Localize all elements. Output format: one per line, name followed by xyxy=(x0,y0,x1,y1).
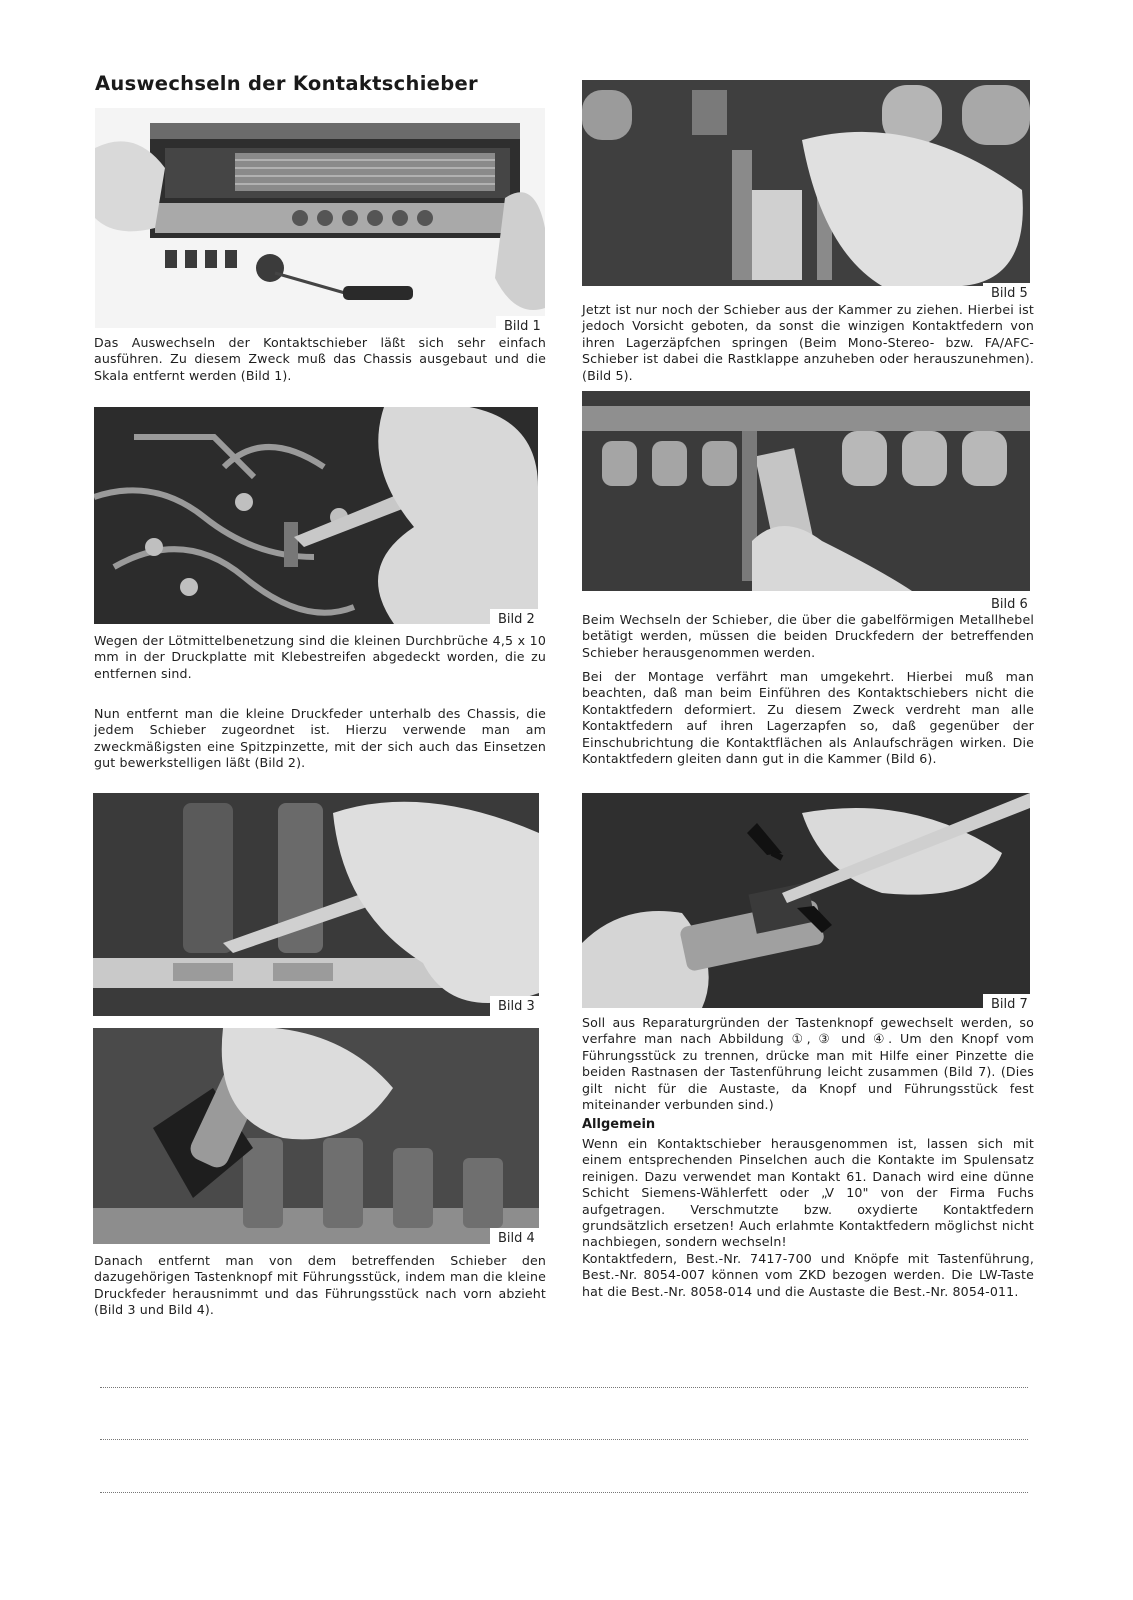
paragraph-8: Soll aus Reparaturgründen der Tastenknopf gewechselt werden, so verfahre man nach Abbildung ①, ③ und ④. Um den Knopf vom Führungsstück zu trennen, drücke man mit Hilfe einer Pinzette die beiden Rastnasen der Tastenführung leicht zusammen (Bild 7). (Dies gilt nicht für die Austaste, da Knopf und Führungsstück fest miteinander verbunden sind.) xyxy=(582,1015,1034,1113)
paragraph-6: Beim Wechseln der Schieber, die über die gabelförmigen Metallhebel betätigt werden, müssen die beiden Druckfedern der betreffenden Schieber herausgenommen werden. xyxy=(582,612,1034,660)
paragraph-5: Jetzt ist nur noch der Schieber aus der Kammer zu ziehen. Hierbei ist jedoch Vorsicht geboten, da sonst die winzigen Kontaktfedern von ihren Lagerzäpfchen springen (Beim Mono-Stereo- bzw. FA/AFC-Schieber ist dabei die Rastklappe anzuheben oder herauszunehmen). (Bild 5). xyxy=(582,302,1034,383)
figure-bild-7-label: Bild 7 xyxy=(983,994,1034,1015)
figure-bild-6-photo xyxy=(582,391,1030,591)
figure-bild-3-photo xyxy=(93,793,539,1016)
figure-bild-4-label: Bild 4 xyxy=(490,1228,541,1249)
paragraph-9: Wenn ein Kontaktschieber herausgenommen ist, lassen sich mit einem entsprechenden Pinselchen auch die Kontakte im Spulensatz reinigen. Dazu verwendet man Kontakt 61. Danach wird eine dünne Schicht Siemens-Wählerfett oder „V 10" von der Firma Fuchs aufgetragen. Verschmutzte bzw. oxydierte Kontaktfedern grundsätzlich ersetzen! Auch erlahmte Kontaktfedern möglichst nicht nachbiegen, sondern wechseln! xyxy=(582,1136,1034,1250)
figure-bild-1-photo xyxy=(95,108,545,328)
figure-bild-2-label: Bild 2 xyxy=(490,609,541,630)
figure-bild-4-photo xyxy=(93,1028,539,1244)
figure-bild-5-photo xyxy=(582,80,1030,286)
note-line-2 xyxy=(100,1439,1028,1440)
heading-allgemein: Allgemein xyxy=(582,1117,656,1132)
note-line-3 xyxy=(100,1492,1028,1493)
paragraph-1: Das Auswechseln der Kontaktschieber läßt sich sehr einfach ausführen. Zu diesem Zweck muß das Chassis ausgebaut und die Skala entfernt werden (Bild 1). xyxy=(94,335,546,383)
figure-bild-2-photo xyxy=(94,407,538,624)
figure-bild-6-label: Bild 6 xyxy=(983,594,1034,615)
note-line-1 xyxy=(100,1387,1028,1388)
figure-bild-3-label: Bild 3 xyxy=(490,996,541,1017)
figure-bild-5-label: Bild 5 xyxy=(983,283,1034,304)
paragraph-4: Danach entfernt man von dem betreffenden Schieber den dazugehörigen Tastenknopf mit Führungsstück, indem man die kleine Druckfeder herausnimmt und das Führungsstück nach vorn abzieht (Bild 3 und Bild 4). xyxy=(94,1253,546,1318)
paragraph-7: Bei der Montage verfährt man umgekehrt. Hierbei muß man beachten, daß man beim Einführen des Kontaktschiebers nicht die Kontaktfedern deformiert. Zu diesem Zweck verdreht man alle Kontaktfedern auf ihren Lagerzapfen so, daß gegenüber der Einschubrichtung die Kontaktflächen als Anlaufschrägen wirken. Die Kontaktfedern gleiten dann gut in die Kammer (Bild 6). xyxy=(582,669,1034,767)
figure-bild-7-photo xyxy=(582,793,1030,1008)
paragraph-2: Wegen der Lötmittelbenetzung sind die kleinen Durchbrüche 4,5 x 10 mm in der Druckplatte mit Klebestreifen abgedeckt worden, die zu entfernen sind. xyxy=(94,633,546,681)
paragraph-3: Nun entfernt man die kleine Druckfeder unterhalb des Chassis, die jedem Schieber zugeordnet ist. Hierzu verwende man am zweckmäßigsten eine Spitzpinzette, mit der sich auch das Einsetzen gut bewerkstelligen läßt (Bild 2). xyxy=(94,706,546,771)
figure-bild-1-label: Bild 1 xyxy=(496,316,547,337)
page-title: Auswechseln der Kontaktschieber xyxy=(95,72,478,95)
paragraph-10: Kontaktfedern, Best.-Nr. 7417-700 und Knöpfe mit Tastenführung, Best.-Nr. 8054-007 können vom ZKD bezogen werden. Die LW-Taste hat die Best.-Nr. 8058-014 und die Austaste die Best.-Nr. 8054-011. xyxy=(582,1251,1034,1299)
